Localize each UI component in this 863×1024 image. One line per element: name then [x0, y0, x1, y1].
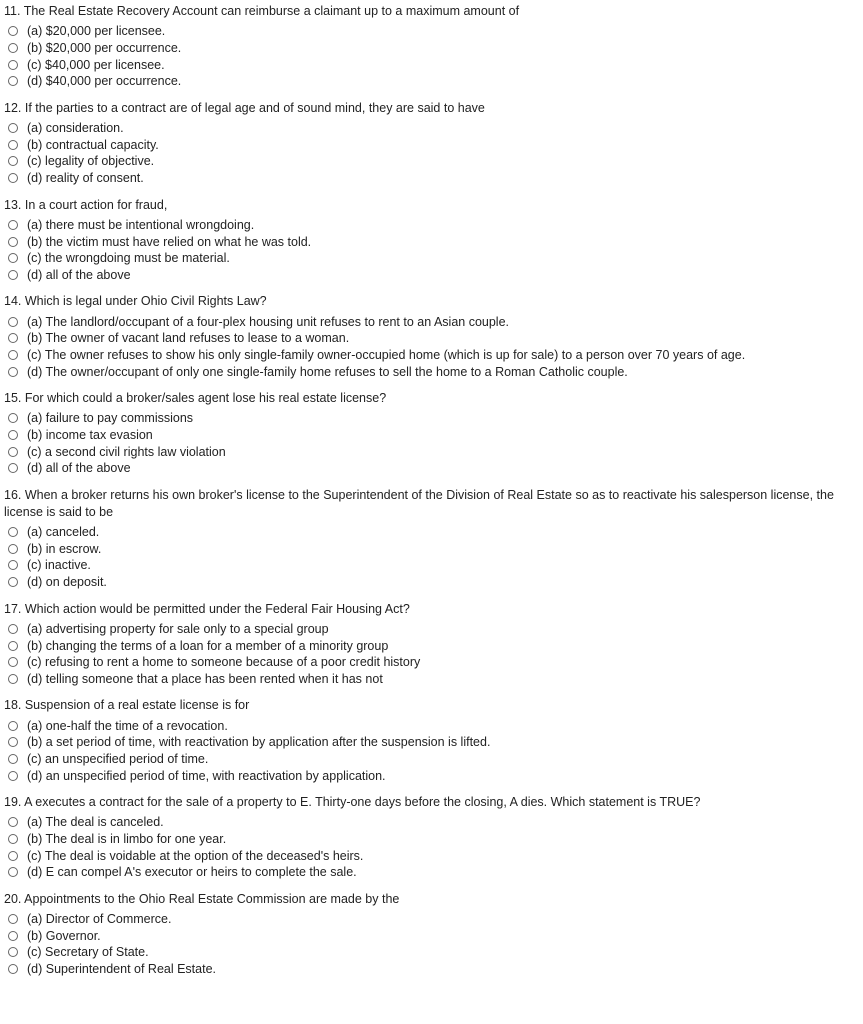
option-d[interactable]: [4, 73, 863, 90]
radio-button[interactable]: [8, 577, 18, 587]
question-text: 15. For which could a broker/sales agent lose his real estate license?: [4, 391, 387, 405]
question-text: 19. A executes a contract for the sale of a property to E. Thirty-one days before the closing, A dies. Which statement is TRUE?: [4, 795, 701, 809]
option-label: (a) The landlord/occupant of a four-plex housing unit refuses to rent to an Asian couple.: [27, 314, 510, 329]
options-group: [4, 217, 863, 284]
radio-button[interactable]: [8, 931, 18, 941]
option-b[interactable]: [4, 540, 863, 557]
radio-button[interactable]: [8, 771, 18, 781]
question-text: 12. If the parties to a contract are of legal age and of sound mind, they are said to have: [4, 100, 485, 115]
option-label: (a) there must be intentional wrongdoing.: [27, 217, 255, 232]
option-c[interactable]: [4, 56, 863, 73]
question-text: 20. Appointments to the Ohio Real Estate Commission are made by the: [4, 891, 400, 906]
radio-button[interactable]: [8, 220, 18, 230]
question-14: [4, 293, 863, 380]
option-label: (d) $40,000 per occurrence.: [27, 74, 182, 89]
options-group: [4, 621, 863, 688]
question-13: [4, 197, 863, 284]
option-label: (d) an unspecified period of time, with reactivation by application.: [27, 768, 386, 783]
radio-button[interactable]: [8, 173, 18, 183]
option-label: (d) telling someone that a place has been rented when it has not: [27, 671, 383, 686]
radio-button[interactable]: [8, 26, 18, 36]
option-d[interactable]: [4, 170, 863, 187]
option-a[interactable]: [4, 524, 863, 541]
option-c[interactable]: [4, 250, 863, 267]
option-b[interactable]: [4, 427, 863, 444]
option-d[interactable]: [4, 671, 863, 688]
radio-button[interactable]: [8, 60, 18, 70]
option-label: (a) The deal is canceled.: [27, 815, 164, 830]
radio-button[interactable]: [8, 641, 18, 651]
option-d[interactable]: [4, 460, 863, 477]
option-label: (c) legality of objective.: [27, 154, 155, 169]
option-label: (b) the victim must have relied on what he was told.: [27, 234, 312, 249]
question-text: 16. When a broker returns his own broker's license to the Superintendent of the Division of Real Estate so as to reactivate his salesperson license, the license is said to be: [4, 487, 834, 519]
radio-button[interactable]: [8, 447, 18, 457]
option-label: (d) all of the above: [27, 267, 131, 282]
option-a[interactable]: [4, 313, 863, 330]
option-a[interactable]: [4, 814, 863, 831]
radio-button[interactable]: [8, 333, 18, 343]
radio-button[interactable]: [8, 544, 18, 554]
option-b[interactable]: [4, 927, 863, 944]
radio-button[interactable]: [8, 914, 18, 924]
option-label: (c) an unspecified period of time.: [27, 751, 209, 766]
option-b[interactable]: [4, 831, 863, 848]
option-label: (b) contractual capacity.: [27, 137, 159, 152]
option-label: (b) Governor.: [27, 928, 101, 943]
radio-button[interactable]: [8, 817, 18, 827]
options-group: [4, 911, 863, 978]
option-d[interactable]: [4, 267, 863, 284]
option-d[interactable]: [4, 363, 863, 380]
option-label: (a) advertising property for sale only to a special group: [27, 621, 329, 636]
question-12: [4, 100, 863, 187]
option-d[interactable]: [4, 767, 863, 784]
radio-button[interactable]: [8, 657, 18, 667]
option-b[interactable]: [4, 136, 863, 153]
question-20: [4, 891, 863, 978]
option-c[interactable]: [4, 347, 863, 364]
radio-button[interactable]: [8, 253, 18, 263]
question-17: [4, 601, 863, 688]
radio-button[interactable]: [8, 560, 18, 570]
option-a[interactable]: [4, 911, 863, 928]
option-b[interactable]: [4, 330, 863, 347]
question-text: 13. In a court action for fraud,: [4, 197, 168, 212]
options-group: [4, 410, 863, 477]
option-label: (a) consideration.: [27, 121, 124, 136]
option-label: (a) canceled.: [27, 525, 100, 540]
question-15: [4, 390, 863, 477]
radio-button[interactable]: [8, 123, 18, 133]
option-b[interactable]: [4, 637, 863, 654]
option-label: (c) refusing to rent a home to someone because of a poor credit history: [27, 655, 421, 670]
option-label: (b) $20,000 per occurrence.: [27, 41, 182, 56]
question-text: 17. Which action would be permitted under the Federal Fair Housing Act?: [4, 601, 410, 616]
option-c[interactable]: [4, 944, 863, 961]
radio-button[interactable]: [8, 270, 18, 280]
option-label: (d) reality of consent.: [27, 171, 144, 186]
question-18: [4, 697, 863, 784]
radio-button[interactable]: [8, 317, 18, 327]
option-b[interactable]: [4, 233, 863, 250]
option-label: (c) a second civil rights law violation: [27, 444, 226, 459]
option-a[interactable]: [4, 410, 863, 427]
options-group: [4, 814, 863, 881]
radio-button[interactable]: [8, 140, 18, 150]
question-11: [4, 3, 863, 90]
option-c[interactable]: [4, 847, 863, 864]
radio-button[interactable]: [8, 76, 18, 86]
radio-button[interactable]: [8, 156, 18, 166]
option-label: (d) all of the above: [27, 461, 131, 476]
option-label: (b) The deal is in limbo for one year.: [27, 832, 227, 847]
option-label: (d) E can compel A's executor or heirs to complete the sale.: [27, 865, 357, 880]
option-d[interactable]: [4, 864, 863, 881]
radio-button[interactable]: [8, 527, 18, 537]
option-label: (d) on deposit.: [27, 575, 107, 590]
option-label: (c) Secretary of State.: [27, 945, 149, 960]
radio-button[interactable]: [8, 463, 18, 473]
option-a[interactable]: [4, 717, 863, 734]
radio-button[interactable]: [8, 43, 18, 53]
option-label: (c) inactive.: [27, 558, 91, 573]
option-label: (a) one-half the time of a revocation.: [27, 718, 228, 733]
question-19: [4, 794, 863, 881]
question-text: 11. The Real Estate Recovery Account can reimburse a claimant up to a maximum amount of: [4, 4, 520, 18]
option-label: (b) in escrow.: [27, 541, 102, 556]
option-label: (c) $40,000 per licensee.: [27, 57, 165, 72]
option-label: (b) income tax evasion: [27, 428, 153, 443]
radio-button[interactable]: [8, 754, 18, 764]
option-a[interactable]: [4, 621, 863, 638]
question-text: 14. Which is legal under Ohio Civil Rights Law?: [4, 294, 267, 309]
radio-button[interactable]: [8, 737, 18, 747]
radio-button[interactable]: [8, 367, 18, 377]
option-d[interactable]: [4, 961, 863, 978]
radio-button[interactable]: [8, 834, 18, 844]
radio-button[interactable]: [8, 674, 18, 684]
radio-button[interactable]: [8, 430, 18, 440]
options-group: [4, 313, 863, 380]
option-c[interactable]: [4, 443, 863, 460]
radio-button[interactable]: [8, 350, 18, 360]
option-label: (b) changing the terms of a loan for a member of a minority group: [27, 638, 389, 653]
option-label: (a) failure to pay commissions: [27, 411, 194, 426]
option-d[interactable]: [4, 574, 863, 591]
option-a[interactable]: [4, 217, 863, 234]
option-label: (d) Superintendent of Real Estate.: [27, 962, 217, 977]
radio-button[interactable]: [8, 867, 18, 877]
question-text: 18. Suspension of a real estate license is for: [4, 698, 250, 713]
question-16: [4, 487, 863, 591]
option-c[interactable]: [4, 557, 863, 574]
option-label: (c) the wrongdoing must be material.: [27, 251, 230, 266]
options-group: [4, 717, 863, 784]
option-b[interactable]: [4, 40, 863, 57]
option-label: (b) The owner of vacant land refuses to lease to a woman.: [27, 331, 350, 346]
radio-button[interactable]: [8, 964, 18, 974]
option-label: (d) The owner/occupant of only one single-family home refuses to sell the home to a Roman Catholic couple.: [27, 364, 628, 379]
radio-button[interactable]: [8, 624, 18, 634]
option-label: (a) $20,000 per licensee.: [27, 24, 166, 39]
option-c[interactable]: [4, 654, 863, 671]
radio-button[interactable]: [8, 947, 18, 957]
radio-button[interactable]: [8, 851, 18, 861]
option-label: (b) a set period of time, with reactivation by application after the suspension is lifted.: [27, 735, 491, 750]
radio-button[interactable]: [8, 721, 18, 731]
options-group: [4, 524, 863, 591]
option-b[interactable]: [4, 734, 863, 751]
option-label: (c) The deal is voidable at the option of the deceased's heirs.: [27, 848, 364, 863]
option-label: (a) Director of Commerce.: [27, 912, 172, 927]
radio-button[interactable]: [8, 413, 18, 423]
options-group: [4, 23, 863, 90]
option-c[interactable]: [4, 751, 863, 768]
option-label: (c) The owner refuses to show his only single-family owner-occupied home (which is up for sale) to a person over 70 years of age.: [27, 347, 746, 362]
radio-button[interactable]: [8, 237, 18, 247]
option-a[interactable]: [4, 23, 863, 40]
options-group: [4, 120, 863, 187]
option-c[interactable]: [4, 153, 863, 170]
option-a[interactable]: [4, 120, 863, 137]
